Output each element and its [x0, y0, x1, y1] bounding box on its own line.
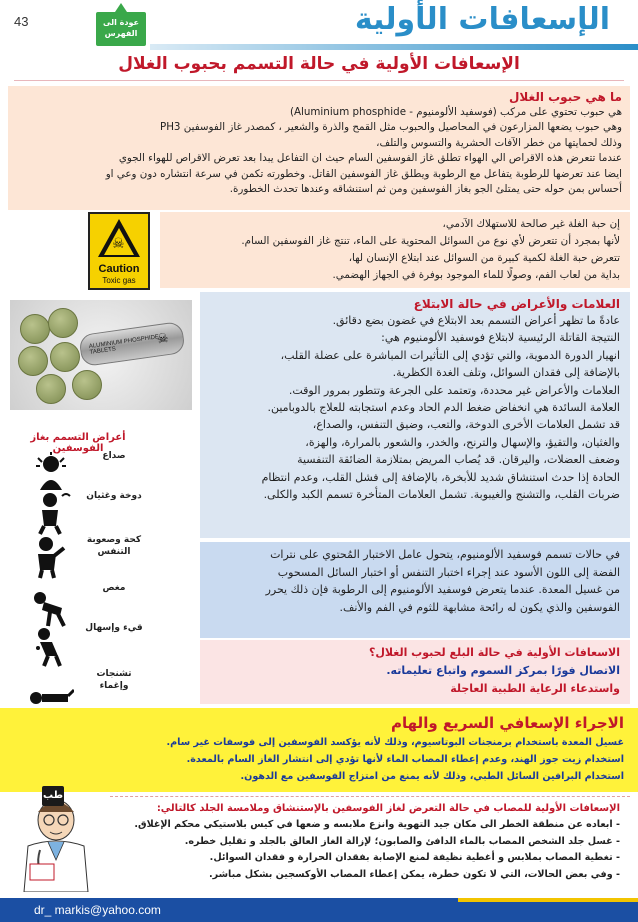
back-to-index-button[interactable]: عودة الى الفهرس [96, 12, 146, 46]
section-not-edible [160, 212, 630, 288]
paragraph-line: في حالات تسمم فوسفيد الألومنيوم، يتحول عامل الاختبار المُحتوي على نترات [270, 548, 620, 561]
tablet [36, 374, 66, 404]
cough-icon [28, 534, 74, 580]
skull-icon: ☠ [112, 236, 125, 252]
paragraph-line: العلامات والأعراض غير محددة، وتعتمد على الجرعة وتتطور بمرور الوقت. [288, 383, 620, 397]
paragraph-line: وضعف العضلات، واليرقان. قد يُصاب المريض بمتلازمة الضائقة التنفسية [297, 453, 620, 467]
instruction-line: الاتصال فورًا بمركز السموم واتباع تعليماته. [386, 664, 620, 677]
list-item: - غسل جلد الشخص المصاب بالماء الدافئ والصابون؛ لإزالة الغاز العالق بالجلد و تقليل خطره. [184, 835, 620, 847]
page-number: 43 [14, 14, 29, 29]
section-what-is [8, 86, 630, 210]
paragraph-line: تتعرض حبة الغلة لكمية كبيرة من السوائل عند ابتلاع الإنسان لها، [348, 252, 620, 264]
section-heading: الاجراء الإسعافي السريع والهام [391, 714, 624, 732]
symptom-item [28, 490, 188, 536]
list-item: - ابعاده عن منطقة الخطر الى مكان جيد التهوية وانزع ملابسه و ضعها في كيس بلاستيكي محكم الإغلاق. [134, 819, 620, 830]
section-heading: الإسعافات الأولية للمصاب في حالة التعرض لغاز الفوسفين بالإستنشاق وملامسة الجلد كالتالي: [156, 803, 620, 814]
section-heading: الاسعافات الأولية في حالة البلع لحبوب الغلال؟ [368, 646, 620, 659]
paragraph-line: عادةً ما تظهر أعراض التسمم بعد الابتلاع في غضون بضع دقائق. [332, 314, 620, 327]
paragraph-line: بالإضافة إلى فقدان السوائل، وتلف الغدة الكظرية. [392, 366, 620, 380]
paragraph-line: وهي حبوب يضعها المزارعون في المحاصيل والحبوب مثل القمح والذرة والشعير ، كمصدر غاز الفوسفين PH3 [159, 121, 622, 134]
tablet [72, 370, 102, 400]
header-rule [150, 44, 638, 50]
tube-label: ALUMINIUM PHOSPHIDE TABLETS [88, 334, 160, 356]
symptom-item [28, 534, 188, 580]
tablet [18, 346, 48, 376]
main-title: الإسعافات الأولية في حالة التسمم بحبوب الغلال [118, 54, 520, 74]
section-heading: ما هي حبوب الغلال [509, 90, 622, 104]
symptoms-title: أعراض التسمم بغاز الفوسفين [30, 432, 126, 454]
instruction-line: واستدعاء الرعاية الطبية العاجلة [450, 682, 620, 695]
tablet-tube [78, 321, 185, 367]
caution-sublabel: Toxic gas [102, 276, 136, 285]
paragraph-line: بداية من لعاب الفم، وصولًا للماء الموجود بوفرة في الجهاز الهضمي. [332, 269, 620, 281]
paragraph-line: الفضة إلى اللون الأسود عند إجراء اختبار التنفس أو اختبار السائل المسحوب [277, 565, 620, 579]
section-signs-symptoms [200, 292, 630, 538]
caution-label: Caution [98, 263, 140, 275]
paragraph-line: أحساس بمن حوله حتى يمتلئ الجو بغاز الفوسفين ومن ثم استنشاقه وعندها تحدث الخطورة. [229, 183, 622, 196]
footer [0, 898, 638, 922]
paragraph-line: الحادة إذا حدث استنشاق شديد للأبخرة، بالإضافة إلى فشل القلب، وعدم انتظام [261, 470, 620, 484]
section-inhalation-first-aid [110, 796, 630, 898]
procedure-line: استخدام زيت جوز الهند، وعدم إعطاء المصاب الماء لأنها تؤدي إلى انتشار الغاز السام بالمعدة. [186, 754, 624, 765]
symptom-label: مغص [102, 583, 126, 593]
paragraph-line: من غسيل المعدة. عندما يتعرض فوسفيد الألومنيوم إلى الرطوبة فإن ذلك يحرر [265, 583, 620, 597]
section-first-aid-swallow [200, 640, 630, 704]
phosphide-tablets-image [10, 300, 192, 410]
paragraph-line: لأنها بمجرد أن تتعرض لأي نوع من السوائل المحتوية على الماء، تنتج غاز الفوسفين السام. [241, 235, 620, 247]
title-divider [14, 80, 624, 81]
paragraph-line: ضربات القلب، والتشنج والغيبوبة. تشمل العلامات المتأخرة تسمم الكبد والكلى. [263, 488, 620, 502]
paragraph-line: والغثيان، والتقيؤ، والإسهال والترنح، والخدر، والشعور بالمرارة، والهزة، [305, 435, 620, 449]
footer-email-link[interactable]: dr_ markis@yahoo.com [34, 903, 161, 917]
tablet [50, 342, 80, 372]
paragraph-line: عندما تتعرض هذه الاقراص الي الهواء تطلق غاز الفوسفين السام حيث ان التفاعل يبدا بعد تعرض الاقراص للهواء الجوي [118, 152, 622, 165]
paragraph-line: إن حبة الغلة غير صالحة للاستهلاك الآدمي، [442, 218, 620, 230]
symptom-item [28, 622, 188, 668]
footer-stripe [458, 898, 638, 902]
skull-icon: ☠ [155, 330, 170, 348]
caution-toxic-gas-sign [88, 212, 150, 290]
paragraph-line: هي حبوب تحتوي على مركب (فوسفيد الألومنيوم - Aluminium phosphide) [289, 106, 622, 118]
paragraph-line: النتيجة القاتلة الرئيسية لابتلاع فوسفيد الألومنيوم هي: [381, 331, 620, 345]
paragraph-line: العلامة السائدة هي انخفاض ضغط الدم الحاد وعدم استجابته للعلاج بالدوبامين. [267, 401, 620, 415]
vomiting-icon [28, 622, 74, 668]
section-silver-nitrate-test [200, 542, 630, 638]
symptom-label: دوخة وغثيان [86, 491, 142, 501]
procedure-line: غسيل المعدة باستخدام برمنجنات البوتاسيوم، وذلك لأنه يؤكسد الفوسفين إلى فوسفات غير سام. [166, 737, 624, 748]
doctor-sign: طب [42, 786, 64, 806]
paragraph-line: الفوسفين والذي يكون له رائحة مشابهة للثوم في الفم والأنف. [339, 600, 620, 614]
symptom-label: صداع [102, 451, 126, 461]
header-title: الإسعافات الأولية [354, 2, 610, 37]
list-item: - تغطية المصاب بملابس و أغطية نظيفة لمنع الإصابة بفقدان الحرارة و فقدان السوائل. [209, 852, 620, 864]
paragraph-line: ايضا عند تعرضها للرطوبة يتفاعل مع الرطوبة ويطلق غاز الفوسفين القاتل. وخطورته تكمن في سرعة انتشاره دون وعي او [105, 167, 622, 180]
paragraph-line: انهيار الدورة الدموية، والتي تؤدي إلى التأثيرات المباشرة على عضلة القلب، [280, 348, 620, 362]
paragraph-line: وذلك لحمايتها من خطر الآفات الحشرية والتسوس والتلف، [376, 136, 622, 149]
tablet [48, 308, 78, 338]
symptom-label: كحة وصعوبة التنفس [86, 535, 142, 557]
list-item: - وفي بعض الحالات، التي لا تكون خطرة، يمكن إعطاء المصاب الأوكسجين بشكل مباشر. [208, 868, 620, 880]
dizziness-icon [28, 490, 74, 536]
paragraph-line: قد تشمل العلامات الأخرى الدوخة، والتعب، وضيق التنفس، والصداع، [312, 418, 620, 432]
section-heading: العلامات والأعراض في حالة الابتلاع [413, 297, 620, 311]
symptom-label: قيء وإسهال [85, 623, 143, 633]
tablet [20, 314, 50, 344]
procedure-line: استخدام البرافين السائل الطبي، وذلك لأنه يمنع من امتزاج الفوسفين مع الدهون. [240, 771, 624, 782]
header [0, 0, 638, 48]
symptom-label: تشنجات وإغماء [96, 669, 132, 691]
